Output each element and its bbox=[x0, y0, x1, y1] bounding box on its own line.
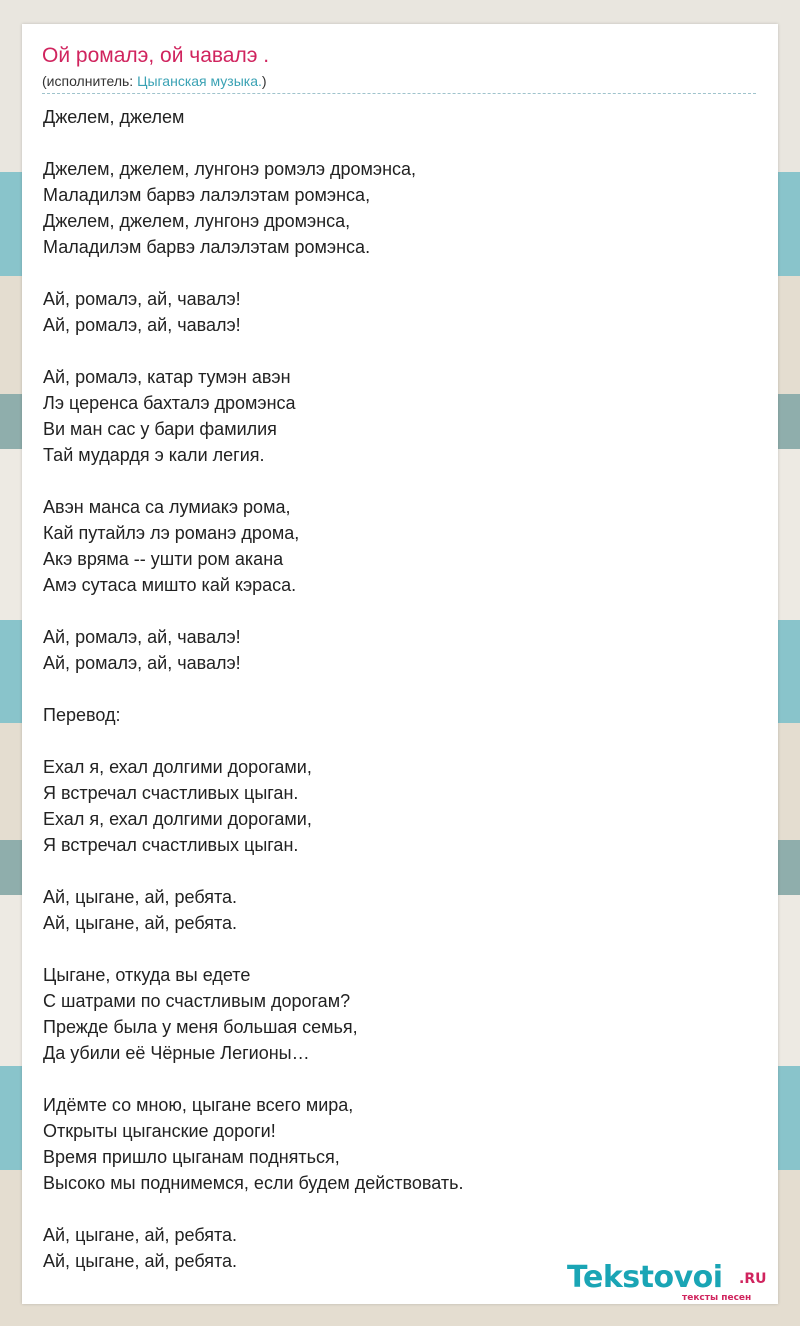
lyric-line bbox=[43, 728, 757, 754]
lyric-line bbox=[43, 260, 757, 286]
lyric-line: Ехал я, ехал долгими дорогами, bbox=[43, 809, 312, 829]
lyric-line bbox=[43, 468, 757, 494]
lyric-line: Время пришло цыганам подняться, bbox=[43, 1147, 340, 1167]
lyric-line: Тай мудардя э кали легия. bbox=[43, 445, 265, 465]
lyric-line: Да убили её Чёрные Легионы… bbox=[43, 1043, 310, 1063]
lyric-line: Ай, ромалэ, ай, чавалэ! bbox=[43, 289, 241, 309]
lyric-line bbox=[43, 858, 757, 884]
lyric-line bbox=[43, 598, 757, 624]
lyric-line: С шатрами по счастливым дорогам? bbox=[43, 991, 351, 1011]
lyric-line: Джелем, джелем bbox=[43, 107, 185, 127]
lyric-line bbox=[43, 1196, 757, 1222]
lyric-line: Ай, ромалэ, катар тумэн авэн bbox=[43, 367, 291, 387]
title-divider bbox=[42, 93, 756, 94]
lyric-line: Маладилэм барвэ лалэлэтам ромэнса. bbox=[43, 237, 371, 257]
performer-suffix: ) bbox=[261, 73, 267, 89]
performer-link[interactable]: Цыганская музыка. bbox=[137, 73, 262, 89]
lyric-line: Ай, цыгане, ай, ребята. bbox=[43, 1251, 238, 1271]
lyric-line bbox=[43, 1066, 757, 1092]
lyric-line: Ви ман сас у бари фамилия bbox=[43, 419, 277, 439]
lyric-line bbox=[43, 676, 757, 702]
song-title: Ой ромалэ, ой чавалэ . bbox=[42, 44, 270, 67]
lyric-line: Цыгане, откуда вы едете bbox=[43, 965, 251, 985]
performer-line bbox=[42, 73, 267, 89]
performer-prefix: (исполнитель: bbox=[42, 73, 138, 89]
lyric-line bbox=[43, 338, 757, 364]
lyric-line: Перевод: bbox=[43, 705, 121, 725]
tekstovoi-logo[interactable] bbox=[567, 1260, 775, 1306]
lyric-line: Прежде была у меня большая семья, bbox=[43, 1017, 358, 1037]
lyric-line: Я встречал счастливых цыган. bbox=[43, 835, 299, 855]
lyric-line: Лэ церенса бахталэ дромэнса bbox=[43, 393, 296, 413]
lyric-line: Идёмте со мною, цыгане всего мира, bbox=[43, 1095, 354, 1115]
lyric-line: Я встречал счастливых цыган. bbox=[43, 783, 299, 803]
lyric-line: Джелем, джелем, лунгонэ дромэнса, bbox=[43, 211, 351, 231]
lyric-line: Акэ вряма -- ушти ром акана bbox=[43, 549, 284, 569]
lyric-line: Ай, ромалэ, ай, чавалэ! bbox=[43, 315, 241, 335]
lyric-line: Ай, цыгане, ай, ребята. bbox=[43, 913, 238, 933]
lyric-line: Ай, ромалэ, ай, чавалэ! bbox=[43, 627, 241, 647]
lyric-line: Маладилэм барвэ лалэлэтам ромэнса, bbox=[43, 185, 371, 205]
lyrics-text bbox=[43, 104, 757, 1274]
lyric-line: Высоко мы поднимемся, если будем действовать. bbox=[43, 1173, 464, 1193]
lyric-line bbox=[43, 936, 757, 962]
lyric-line: Ай, цыгане, ай, ребята. bbox=[43, 1225, 238, 1245]
lyrics-card bbox=[22, 24, 778, 1304]
logo-domain: .RU bbox=[739, 1271, 767, 1287]
lyric-line: Ай, ромалэ, ай, чавалэ! bbox=[43, 653, 241, 673]
lyric-line bbox=[43, 130, 757, 156]
lyric-line: Открыты цыганские дороги! bbox=[43, 1121, 276, 1141]
lyric-line: Кай путайлэ лэ романэ дрома, bbox=[43, 523, 300, 543]
lyric-line: Ай, цыгане, ай, ребята. bbox=[43, 887, 238, 907]
logo-text: Tekstovoi bbox=[567, 1260, 723, 1295]
lyric-line: Джелем, джелем, лунгонэ ромэлэ дромэнса, bbox=[43, 159, 417, 179]
lyric-line: Амэ сутаса мишто кай кэраса. bbox=[43, 575, 297, 595]
lyric-line: Ехал я, ехал долгими дорогами, bbox=[43, 757, 312, 777]
lyric-line: Авэн манса са лумиакэ рома, bbox=[43, 497, 291, 517]
logo-tagline: тексты песен bbox=[682, 1293, 752, 1303]
